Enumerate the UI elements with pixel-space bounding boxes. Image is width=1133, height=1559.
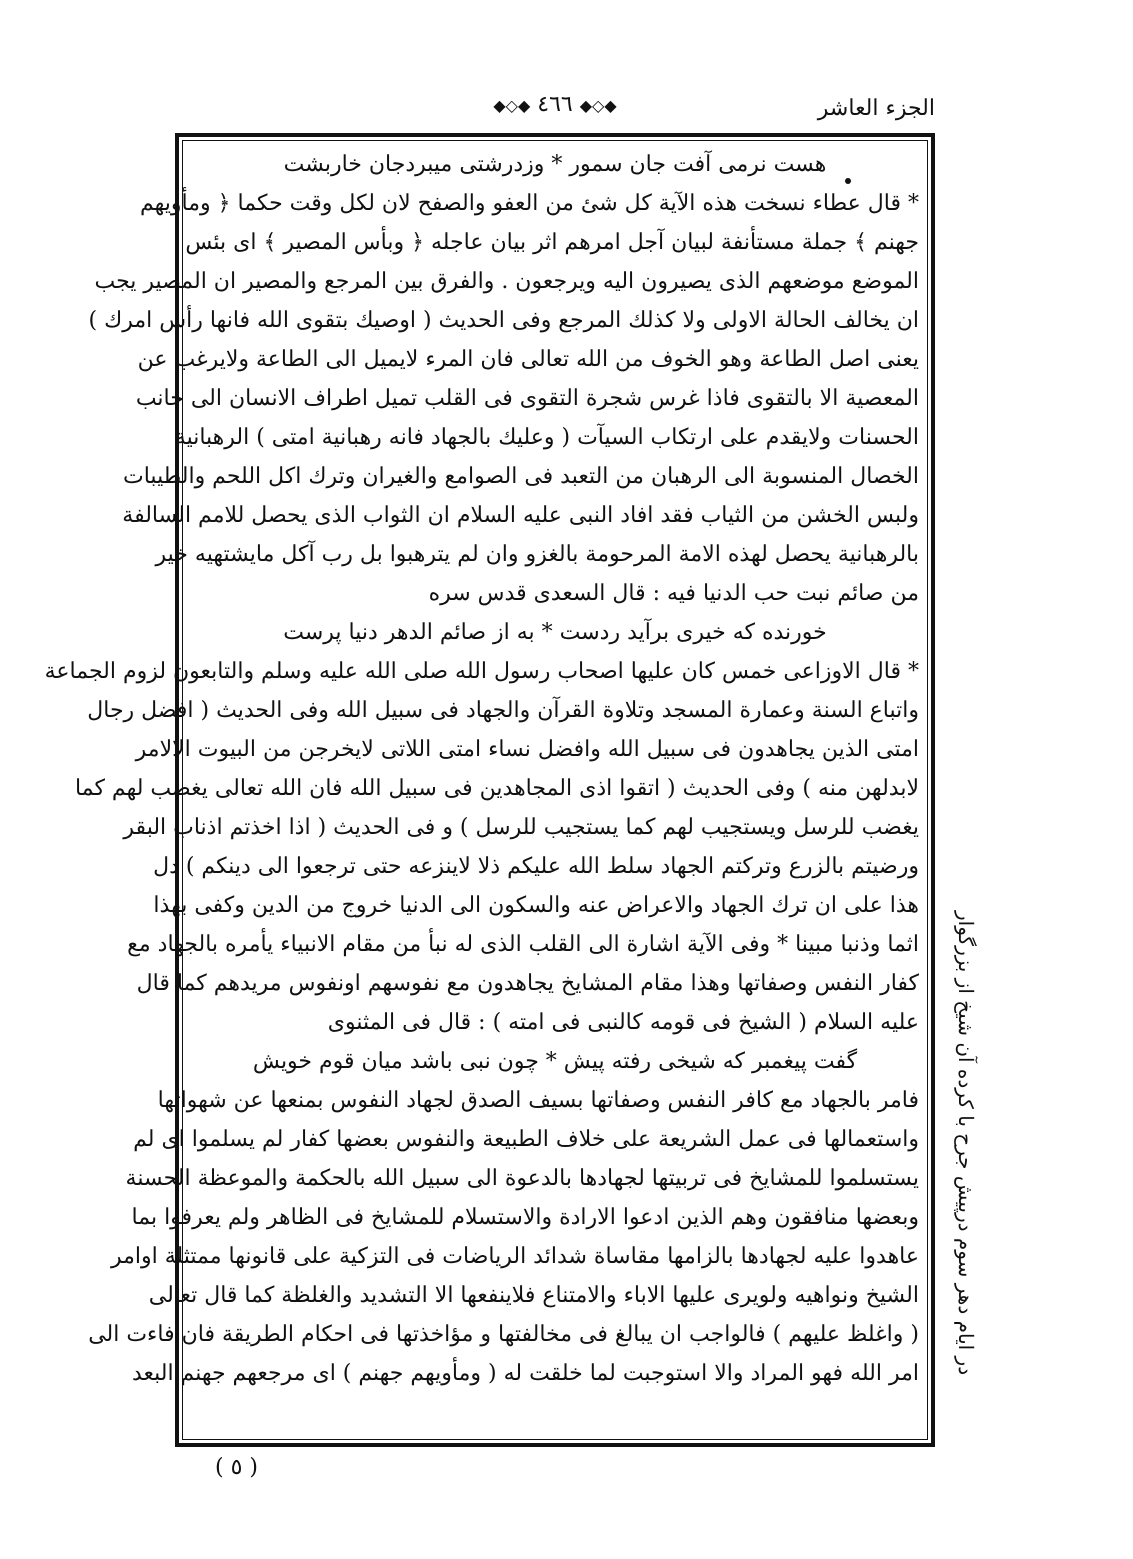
text-line: لابدلهن منه ) وفى الحديث ( اتقوا اذى المجاهدين فى سبيل الله فان الله تعالى يغضب لهم كما — [75, 776, 919, 801]
text-line: من صائم نبت حب الدنيا فيه : قال السعدى قدس سره — [428, 581, 919, 606]
text-line: امر الله فهو المراد والا استوجبت لما خلقت له ( ومأويهم جهنم ) اى مرجعهم جهنم البعد — [131, 1361, 919, 1386]
text-line: يستسلموا للمشايخ فى تربيتها لجهادها بالدعوة الى سبيل الله بالحكمة والموعظة الحسنة — [125, 1166, 919, 1191]
text-line: فامر بالجهاد مع كافر النفس وصفاتها بسيف الصدق لجهاد النفوس بمنعها عن شهواتها — [157, 1088, 919, 1113]
page-number-block — [175, 92, 935, 117]
text-line: اثما وذنبا مبينا * وفى الآية اشارة الى القلب الذى له نبأ من مقام الانبياء يأمره بالجهاد مع — [127, 932, 919, 957]
verse-line: گفت پيغمبر كه شيخى رفته پيش * چون نبى باشد ميان قوم خويش — [252, 1049, 858, 1074]
text-line: الحسنات ولايقدم على ارتكاب السيآت ( وعليك بالجهاد فانه رهبانية امتى ) الرهبانية — [174, 425, 919, 450]
part-label: الجزء العاشر — [817, 96, 935, 121]
text-line: يعنى اصل الطاعة وهو الخوف من الله تعالى فان المرء لايميل الى الطاعة ولايرغب عن — [137, 347, 919, 372]
text-line: عاهدوا عليه لجهادها بالزامها مقاساة شدائد الرياضات فى التزكية على قانونها ممتثلة اوامر — [110, 1244, 919, 1269]
text-line: ورضيتم بالزرع وتركتم الجهاد سلط الله عليكم ذلا لاينزعه حتى ترجعوا الى دينكم ) دل — [153, 854, 919, 879]
page-number: ٤٦٦ — [537, 92, 573, 117]
text-line: جهنم ﴾ جملة مستأنفة لبيان آجل امرهم اثر بيان عاجله ﴿ وبأس المصير ﴾ اى بئس — [185, 230, 919, 255]
ink-dot-icon — [845, 178, 851, 184]
ornament-left-icon: ◆◇◆ — [493, 96, 531, 115]
page-header — [175, 92, 935, 126]
text-line: * قال عطاء نسخت هذه الآية كل شئ من العفو والصفح لان لكل وقت حكما ﴿ ومأويهم — [140, 191, 919, 216]
text-line: ان يخالف الحالة الاولى ولا كذلك المرجع وفى الحديث ( اوصيك بتقوى الله فانها رأس امرك ) — [88, 308, 919, 333]
text-line: عليه السلام ( الشيخ فى قومه كالنبى فى امته ) : قال فى المثنوى — [327, 1010, 919, 1035]
text-line: وبعضها منافقون وهم الذين ادعوا الارادة والاستسلام للمشايخ فى الظاهر ولم يعرفوا بما — [131, 1205, 919, 1230]
text-line: الموضع موضعهم الذى يصيرون اليه ويرجعون . والفرق بين المرجع والمصير ان المصير يجب — [94, 269, 919, 294]
text-line: المعصية الا بالتقوى فاذا غرس شجرة التقوى فى القلب تميل اطراف الانسان الى جانب — [135, 386, 919, 411]
text-line: ولبس الخشن من الثياب فقد افاد النبى عليه السلام ان الثواب الذى يحصل للامم السالفة — [122, 503, 919, 528]
text-line: يغضب للرسل ويستجيب لهم كما يستجيب للرسل ) و فى الحديث ( اذا اخذتم اذناب البقر — [123, 815, 919, 840]
text-line: الخصال المنسوبة الى الرهبان من التعبد فى الصوامع والغيران وترك اكل اللحم والطيبات — [123, 464, 919, 489]
text-line: واستعمالها فى عمل الشريعة على خلاف الطبيعة والنفوس بعضها كفار لم يسلموا اى لم — [133, 1127, 919, 1152]
text-line: * قال الاوزاعى خمس كان عليها اصحاب رسول الله صلى الله عليه وسلم والتابعون لزوم الجماعة — [44, 659, 919, 684]
text-line: الشيخ ونواهيه ولويرى عليها الاباء والامتناع فلاينفعها الا التشديد والغلظة كما قال تعالى — [148, 1283, 919, 1308]
text-frame — [44, 133, 935, 1447]
text-line: ( واغلظ عليهم ) فالواجب ان يبالغ فى مخالفتها و مؤاخذتها فى احكام الطريقة فان فاءت الى — [88, 1322, 919, 1347]
verse-line: خورنده كه خيرى برآيد ردست * به از صائم الدهر دنيا پرست — [283, 620, 827, 645]
text-line: امتى الذين يجاهدون فى سبيل الله وافضل نساء امتى اللاتى لايخرجن من البيوت الالامر — [135, 737, 919, 762]
text-line: واتباع السنة وعمارة المسجد وتلاوة القرآن والجهاد فى سبيل الله وفى الحديث ( افضل رجال — [87, 698, 919, 723]
page-body — [44, 145, 919, 1435]
text-line: هذا على ان ترك الجهاد والاعراض عنه والسكون الى الدنيا خروج من الدين وكفى بهذا — [153, 893, 919, 918]
signature-mark: ( ٥ ) — [215, 1455, 258, 1480]
ornament-right-icon: ◆◇◆ — [579, 96, 617, 115]
margin-note: در ايام دهر سوم درپيش جرح با كرده آن شيخ از بزرگوار — [954, 910, 978, 1375]
text-line: كفار النفس وصفاتها وهذا مقام المشايخ يجاهدون مع نفوسهم اونفوس مريدهم كما قال — [136, 971, 919, 996]
verse-line: هست نرمی آفت جان سمور * وزدرشتی میبردجان خاربشت — [283, 152, 827, 177]
text-line: بالرهبانية يحصل لهذه الامة المرحومة بالغزو وان لم يترهبوا بل رب آكل مايشتهيه خير — [155, 542, 919, 567]
